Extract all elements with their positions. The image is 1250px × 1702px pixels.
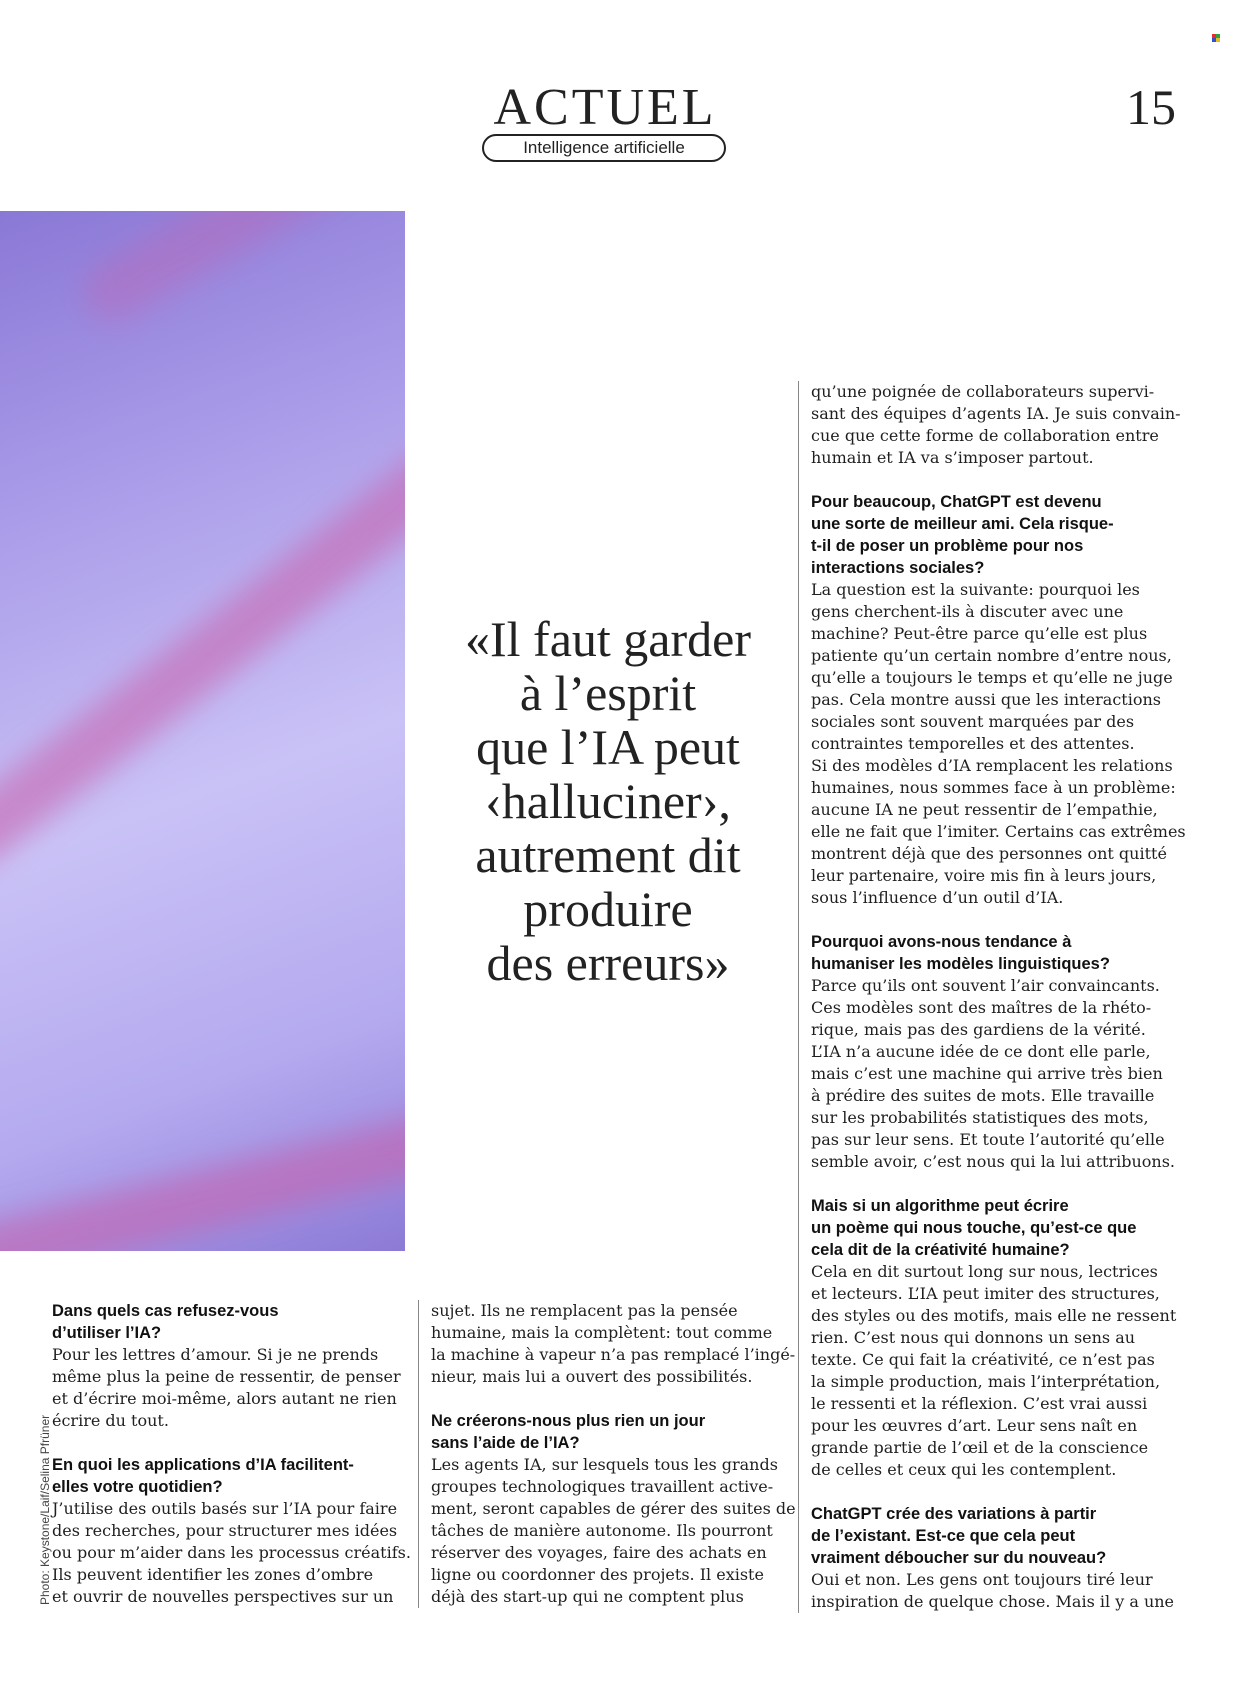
- text-line: groupes technologiques travaillent active-: [431, 1477, 774, 1496]
- text-line: J’utilise des outils basés sur l’IA pour faire: [52, 1499, 398, 1518]
- pull-quote-line: ‹halluciner›,: [485, 773, 731, 829]
- interview-answer: [52, 1498, 411, 1608]
- text-line: pas. Cela montre aussi que les interactions: [811, 690, 1161, 709]
- pull-quote: [448, 612, 768, 990]
- text-line: Pour beaucoup, ChatGPT est devenu: [811, 493, 1102, 511]
- text-line: leur partenaire, voire mis fin à leurs jours,: [811, 866, 1157, 885]
- text-line: inspiration de quelque chose. Mais il y a une: [811, 1592, 1175, 1611]
- text-line: En quoi les applications d’IA facilitent-: [52, 1456, 354, 1474]
- interview-question: [811, 1195, 1196, 1261]
- pull-quote-line: produire: [523, 881, 693, 937]
- text-line: Oui et non. Les gens ont toujours tiré leur: [811, 1570, 1153, 1589]
- pull-quote-line: autrement dit: [475, 827, 741, 883]
- interview-answer: [811, 381, 1196, 469]
- interview-answer: [811, 1261, 1196, 1481]
- text-line: humaniser les modèles linguistiques?: [811, 955, 1110, 973]
- interview-answer: [811, 975, 1196, 1173]
- text-line: Ne créerons-nous plus rien un jour: [431, 1412, 706, 1430]
- text-line: Les agents IA, sur lesquels tous les grands: [431, 1455, 778, 1474]
- text-line: vraiment déboucher sur du nouveau?: [811, 1549, 1107, 1567]
- interview-answer: [52, 1344, 401, 1432]
- text-line: à prédire des suites de mots. Elle travaille: [811, 1086, 1155, 1105]
- text-line: tâches de manière autonome. Ils pourront: [431, 1521, 773, 1540]
- text-line: Dans quels cas refusez-vous: [52, 1302, 279, 1320]
- text-line: écrire du tout.: [52, 1411, 169, 1430]
- text-line: Ces modèles sont des maîtres de la rhéto-: [811, 998, 1152, 1017]
- text-line: réserver des voyages, faire des achats en: [431, 1543, 767, 1562]
- pull-quote-line: des erreurs»: [486, 935, 730, 991]
- interview-question: [52, 1454, 397, 1498]
- text-line: même plus la peine de ressentir, de penser: [52, 1367, 401, 1386]
- text-line: sur les probabilités statistiques des mots,: [811, 1108, 1149, 1127]
- text-line: grande partie de l’œil et de la conscience: [811, 1438, 1149, 1457]
- interview-question: [52, 1300, 397, 1344]
- text-line: Si des modèles d’IA remplacent les relations: [811, 756, 1173, 775]
- text-line: interactions sociales?: [811, 559, 985, 577]
- text-line: machine? Peut-être parce qu’elle est plus: [811, 624, 1148, 643]
- color-registration-mark: [1212, 34, 1220, 42]
- text-line: elle ne fait que l’imiter. Certains cas extrêmes: [811, 822, 1186, 841]
- text-line: humaines, nous sommes face à un problème:: [811, 778, 1176, 797]
- text-line: rien. C’est nous qui donnons un sens au: [811, 1328, 1136, 1347]
- text-line: semble avoir, c’est nous qui la lui attribuons.: [811, 1152, 1175, 1171]
- text-line: humain et IA va s’imposer partout.: [811, 448, 1094, 467]
- text-line: qu’elle a toujours le temps et qu’elle ne juge: [811, 668, 1173, 687]
- text-line: de l’existant. Est-ce que cela peut: [811, 1527, 1076, 1545]
- text-line: contraintes temporelles et des attentes.: [811, 734, 1135, 753]
- topic-tag: Intelligence artificielle: [482, 134, 726, 162]
- text-line: et ouvrir de nouvelles perspectives sur un: [52, 1587, 394, 1606]
- abstract-photo: [0, 211, 405, 1251]
- text-line: sociales sont souvent marquées par des: [811, 712, 1135, 731]
- page-number: 15: [1126, 79, 1176, 135]
- text-line: gens cherchent-ils à discuter avec une: [811, 602, 1124, 621]
- text-line: d’utiliser l’IA?: [52, 1324, 162, 1342]
- article-column-right: [798, 381, 1196, 1613]
- text-line: ment, seront capables de gérer des suites de: [431, 1499, 796, 1518]
- text-line: la machine à vapeur n’a pas remplacé l’ingé-: [431, 1345, 796, 1364]
- text-line: elles votre quotidien?: [52, 1478, 223, 1496]
- interview-question: [431, 1410, 791, 1454]
- interview-answer: [811, 579, 1196, 909]
- text-line: le ressenti et la réflexion. C’est vrai aussi: [811, 1394, 1148, 1413]
- text-line: et lecteurs. L’IA peut imiter des structures,: [811, 1284, 1160, 1303]
- text-line: La question est la suivante: pourquoi les: [811, 580, 1140, 599]
- interview-question: [811, 931, 1196, 975]
- text-line: une sorte de meilleur ami. Cela risque-: [811, 515, 1114, 533]
- text-line: pour les œuvres d’art. Leur sens naît en: [811, 1416, 1138, 1435]
- text-line: patiente qu’un certain nombre d’entre nous,: [811, 646, 1172, 665]
- section-title: ACTUEL: [493, 79, 717, 136]
- text-line: rique, mais pas des gardiens de la vérité.: [811, 1020, 1146, 1039]
- pull-quote-line: que l’IA peut: [476, 719, 740, 775]
- text-line: Parce qu’ils ont souvent l’air convaincants.: [811, 976, 1160, 995]
- interview-answer: [431, 1454, 796, 1608]
- interview-answer: [431, 1300, 796, 1388]
- text-line: mais c’est une machine qui arrive très bien: [811, 1064, 1163, 1083]
- text-line: pas sur leur sens. Et toute l’autorité qu’elle: [811, 1130, 1165, 1149]
- text-line: déjà des start-up qui ne comptent plus: [431, 1587, 744, 1606]
- text-line: Pourquoi avons-nous tendance à: [811, 933, 1072, 951]
- text-line: la simple production, mais l’interprétation,: [811, 1372, 1161, 1391]
- text-line: qu’une poignée de collaborateurs supervi-: [811, 382, 1155, 401]
- text-line: Pour les lettres d’amour. Si je ne prends: [52, 1345, 379, 1364]
- pull-quote-line: à l’esprit: [519, 665, 697, 721]
- text-line: ou pour m’aider dans les processus créatifs.: [52, 1543, 411, 1562]
- text-line: L’IA n’a aucune idée de ce dont elle parle,: [811, 1042, 1151, 1061]
- pull-quote-line: «Il faut garder: [465, 611, 751, 667]
- article-column-middle: [418, 1300, 796, 1608]
- text-line: un poème qui nous touche, qu’est-ce que: [811, 1219, 1137, 1237]
- text-line: aucune IA ne peut ressentir de l’empathie,: [811, 800, 1158, 819]
- text-line: texte. Ce qui fait la créativité, ce n’est pas: [811, 1350, 1155, 1369]
- interview-question: [811, 1503, 1196, 1569]
- text-line: de celles et ceux qui les contemplent.: [811, 1460, 1117, 1479]
- text-line: Cela en dit surtout long sur nous, lectrices: [811, 1262, 1158, 1281]
- interview-question: [811, 491, 1196, 579]
- text-line: humaine, mais la complètent: tout comme: [431, 1323, 773, 1342]
- interview-answer: [811, 1569, 1196, 1613]
- text-line: sans l’aide de l’IA?: [431, 1434, 580, 1452]
- text-line: ligne ou coordonner des projets. Il existe: [431, 1565, 764, 1584]
- text-line: cue que cette forme de collaboration entre: [811, 426, 1159, 445]
- text-line: des styles ou des motifs, mais elle ne ressent: [811, 1306, 1177, 1325]
- text-line: Mais si un algorithme peut écrire: [811, 1197, 1069, 1215]
- text-line: cela dit de la créativité humaine?: [811, 1241, 1070, 1259]
- text-line: ChatGPT crée des variations à partir: [811, 1505, 1097, 1523]
- text-line: montrent déjà que des personnes ont quitté: [811, 844, 1167, 863]
- text-line: sant des équipes d’agents IA. Je suis convain-: [811, 404, 1181, 423]
- text-line: des recherches, pour structurer mes idées: [52, 1521, 398, 1540]
- text-line: sujet. Ils ne remplacent pas la pensée: [431, 1301, 738, 1320]
- text-line: et d’écrire moi-même, alors autant ne rien: [52, 1389, 397, 1408]
- article-column-left: [52, 1300, 411, 1608]
- text-line: nieur, mais lui a ouvert des possibilités.: [431, 1367, 753, 1386]
- text-line: t-il de poser un problème pour nos: [811, 537, 1084, 555]
- text-line: Ils peuvent identifier les zones d’ombre: [52, 1565, 374, 1584]
- text-line: sous l’influence d’un outil d’IA.: [811, 888, 1064, 907]
